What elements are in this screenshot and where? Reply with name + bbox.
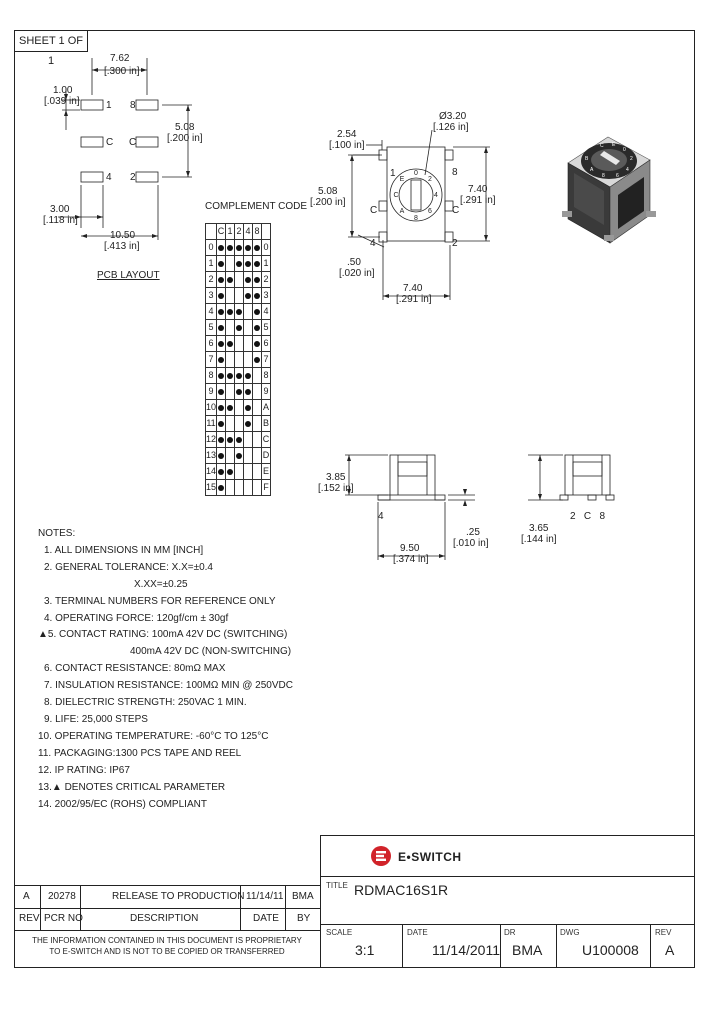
complement-code: A — [262, 400, 271, 416]
notes-heading: NOTES: — [38, 528, 76, 539]
svg-text:8: 8 — [602, 173, 605, 179]
complement-code: F — [262, 480, 271, 496]
top-dim-740-h: 7.40 — [403, 283, 423, 294]
svg-text:C: C — [393, 192, 399, 199]
complement-position: 11 — [206, 416, 217, 432]
top-dim-dia-in: [.126 in] — [433, 122, 469, 133]
top-pin-8: 8 — [452, 167, 458, 178]
complement-code: B — [262, 416, 271, 432]
pad-label-2: 2 — [130, 172, 136, 183]
top-pin-2: 2 — [452, 238, 458, 249]
complement-code: 5 — [262, 320, 271, 336]
svg-text:4: 4 — [626, 167, 629, 173]
side-dim-385-in: [.152 in] — [318, 483, 354, 494]
svg-text:A: A — [590, 167, 594, 173]
top-pin-c-left: C — [370, 205, 378, 216]
note-item: 10. OPERATING TEMPERATURE: -60°C TO 125°C — [38, 730, 269, 742]
complement-position: 10 — [206, 400, 217, 416]
revision-desc: RELEASE TO PRODUCTION — [112, 891, 245, 902]
pad-label-c-left: C — [106, 137, 114, 148]
complement-code: C — [262, 432, 271, 448]
note-item: 7. INSULATION RESISTANCE: 100MΩ MIN @ 250VDC — [44, 680, 293, 692]
complement-code-title: COMPLEMENT CODE — [205, 201, 308, 212]
revision-by: BMA — [292, 891, 314, 902]
complement-header-cell: C — [217, 224, 226, 240]
side-dim-365: 3.65 — [529, 523, 549, 534]
note-item: 11. PACKAGING:1300 PCS TAPE AND REEL — [38, 747, 242, 759]
header-rev: REV — [19, 913, 40, 924]
pcb-layout-caption: PCB LAYOUT — [97, 270, 160, 281]
complement-position: 15 — [206, 480, 217, 496]
note-item: 2. GENERAL TOLERANCE: X.X=±0.4 — [44, 561, 213, 573]
side-dim-385: 3.85 — [326, 472, 346, 483]
pcb-dim-762-in: [.300 in] — [104, 66, 140, 77]
complement-code: 0 — [262, 240, 271, 256]
note-item: X.XX=±0.25 — [134, 578, 188, 590]
complement-position: 7 — [206, 352, 217, 368]
pcb-dim-300: 3.00 — [50, 204, 70, 215]
note-item: 13.▲ DENOTES CRITICAL PARAMETER — [38, 781, 226, 793]
svg-text:2: 2 — [428, 176, 432, 183]
drawing-title: RDMAC16S1R — [354, 882, 449, 898]
scale-label: SCALE — [326, 928, 353, 937]
proprietary-line-2: TO E-SWITCH AND IS NOT TO BE COPIED OR TRANSFERRED — [49, 947, 285, 956]
header-desc: DESCRIPTION — [130, 913, 199, 924]
side-dim-950: 9.50 — [400, 543, 420, 554]
svg-text:6: 6 — [616, 173, 619, 179]
note-item: 14. 2002/95/EC (ROHS) COMPLIANT — [38, 798, 207, 810]
svg-text:E: E — [399, 176, 405, 183]
pad-label-c-right: C — [129, 137, 137, 148]
title-label: TITLE — [326, 881, 348, 890]
pcb-dim-1050: 10.50 — [110, 230, 136, 241]
dwg-label: DWG — [560, 928, 580, 937]
complement-position: 14 — [206, 464, 217, 480]
rev-value: A — [665, 942, 675, 958]
svg-text:B: B — [585, 156, 589, 162]
side-view-left-body — [390, 455, 435, 495]
top-dim-508: 5.08 — [318, 186, 338, 197]
complement-header-cell: 4 — [244, 224, 253, 240]
complement-position: 4 — [206, 304, 217, 320]
complement-position: 0 — [206, 240, 217, 256]
complement-position: 2 — [206, 272, 217, 288]
top-dim-dia: Ø3.20 — [439, 111, 467, 122]
side-pin-4: 4 — [378, 511, 384, 522]
pcb-dim-100-in: [.039 in] — [44, 96, 80, 107]
top-dim-508-in: [.200 in] — [310, 197, 346, 208]
brand-name: E•SWITCH — [398, 850, 462, 864]
dr-value: BMA — [512, 942, 543, 958]
complement-position: 1 — [206, 256, 217, 272]
note-item: 6. CONTACT RESISTANCE: 80mΩ MAX — [44, 663, 226, 675]
eswitch-logo-icon — [370, 845, 392, 867]
revision-date: 11/14/11 — [246, 891, 284, 902]
top-pin-4: 4 — [370, 238, 376, 249]
side-view-right-body — [565, 455, 610, 495]
header-by: BY — [297, 913, 311, 924]
rev-label: REV — [655, 928, 672, 937]
svg-text:C: C — [600, 143, 604, 149]
complement-position: 13 — [206, 448, 217, 464]
complement-position: 12 — [206, 432, 217, 448]
top-dim-254: 2.54 — [337, 129, 357, 140]
complement-code: 2 — [262, 272, 271, 288]
complement-code: E — [262, 464, 271, 480]
complement-position: 8 — [206, 368, 217, 384]
pcb-dim-762: 7.62 — [110, 53, 130, 64]
complement-header-cell: 2 — [235, 224, 244, 240]
complement-header-cell: 1 — [226, 224, 235, 240]
dwg-value: U100008 — [582, 942, 639, 958]
pad-label-4: 4 — [106, 172, 112, 183]
note-item: 400mA 42V DC (NON-SWITCHING) — [130, 646, 292, 658]
critical-triangle-icon: ▲ — [38, 629, 48, 641]
top-dim-740-h-in: [.291 in] — [396, 294, 432, 305]
complement-code: 3 — [262, 288, 271, 304]
complement-code: 9 — [262, 384, 271, 400]
complement-position: 5 — [206, 320, 217, 336]
note-item: ▲5. CONTACT RATING: 100mA 42V DC (SWITCHING) — [38, 629, 288, 641]
dr-label: DR — [504, 928, 516, 937]
complement-code: 7 — [262, 352, 271, 368]
pcb-dim-300-in: [.118 in] — [43, 215, 78, 226]
svg-text:6: 6 — [428, 208, 432, 215]
complement-code: 1 — [262, 256, 271, 272]
date-value: 11/14/2011 — [432, 942, 500, 958]
complement-code: 6 — [262, 336, 271, 352]
pad-label-1: 1 — [106, 100, 112, 111]
svg-text:2: 2 — [630, 156, 633, 162]
complement-code: 4 — [262, 304, 271, 320]
top-dim-50-in: [.020 in] — [339, 268, 375, 279]
note-item: 12. IP RATING: IP67 — [38, 764, 130, 776]
scale-value: 3:1 — [355, 942, 375, 958]
proprietary-line-1: THE INFORMATION CONTAINED IN THIS DOCUMENT IS PROPRIETARY — [32, 936, 302, 945]
complement-position: 6 — [206, 336, 217, 352]
pad-label-8: 8 — [130, 100, 136, 111]
pcb-dim-508: 5.08 — [175, 122, 195, 133]
note-item: 8. DIELECTRIC STRENGTH: 250VAC 1 MIN. — [44, 697, 247, 709]
side-dim-25-in: [.010 in] — [453, 538, 489, 549]
header-pcr: PCR NO — [44, 913, 83, 924]
svg-text:0: 0 — [623, 147, 626, 153]
pcb-dim-1050-in: [.413 in] — [104, 241, 140, 252]
top-pin-c-right: C — [452, 205, 460, 216]
notes-block — [38, 526, 293, 813]
complement-position: 3 — [206, 288, 217, 304]
top-dim-740-v: 7.40 — [468, 184, 488, 195]
complement-code: 8 — [262, 368, 271, 384]
svg-text:E: E — [612, 142, 616, 148]
svg-text:8: 8 — [414, 215, 418, 222]
top-dim-740-v-in: [.291 in] — [460, 195, 496, 206]
top-dim-50: .50 — [347, 257, 361, 268]
top-dim-254-in: [.100 in] — [329, 140, 365, 151]
pcb-dim-508-in: [.200 in] — [167, 133, 203, 144]
note-item: 9. LIFE: 25,000 STEPS — [44, 713, 148, 725]
side-dim-365-in: [.144 in] — [521, 534, 557, 545]
complement-position: 9 — [206, 384, 217, 400]
svg-text:0: 0 — [414, 170, 418, 177]
side-dim-25: .25 — [466, 527, 480, 538]
complement-header-cell: 8 — [253, 224, 262, 240]
complement-code: D — [262, 448, 271, 464]
revision-rev: A — [23, 891, 30, 902]
note-item: 4. OPERATING FORCE: 120gf/cm ± 30gf — [44, 612, 229, 624]
header-date: DATE — [253, 913, 279, 924]
sheet-label: SHEET 1 OF 1 — [14, 30, 88, 52]
side-pins-right: 2 C 8 — [570, 511, 606, 522]
top-pin-1: 1 — [390, 168, 396, 179]
date-label: DATE — [407, 928, 428, 937]
side-dim-950-in: [.374 in] — [393, 554, 429, 565]
revision-pcr: 20278 — [48, 891, 76, 902]
svg-text:A: A — [399, 208, 405, 215]
note-item: 3. TERMINAL NUMBERS FOR REFERENCE ONLY — [44, 595, 276, 607]
pcb-dim-100: 1.00 — [53, 85, 73, 96]
note-item: 1. ALL DIMENSIONS IN MM [INCH] — [44, 544, 204, 556]
svg-text:4: 4 — [434, 192, 438, 199]
